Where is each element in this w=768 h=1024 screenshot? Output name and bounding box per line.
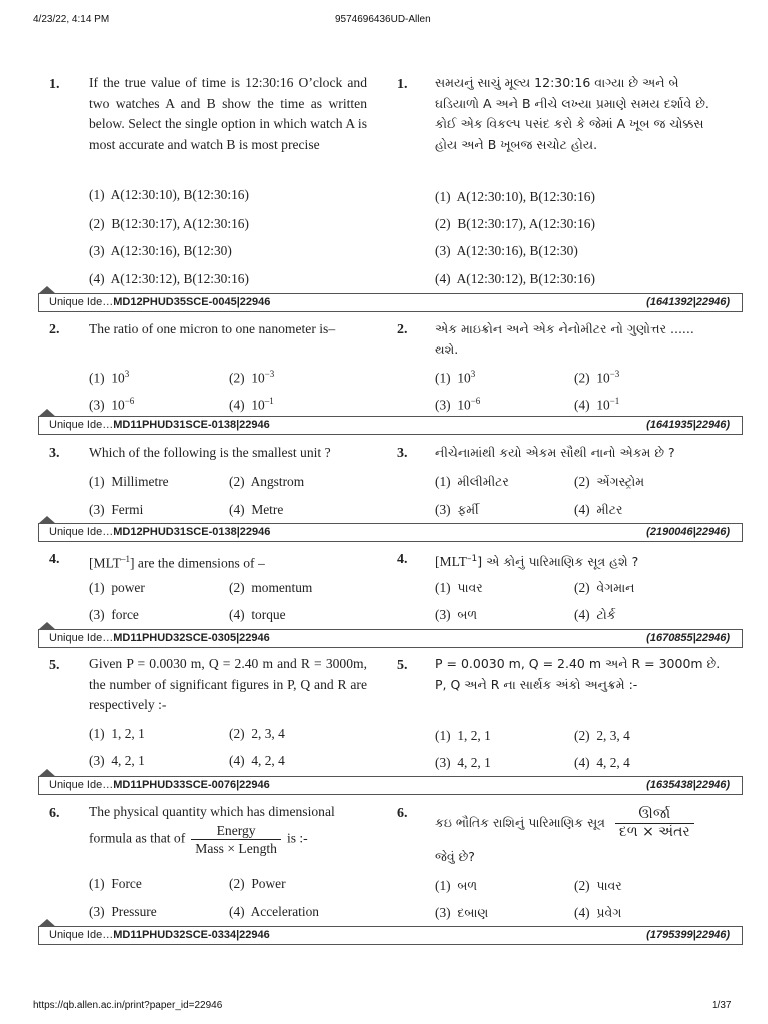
question-number: 4. [49, 552, 60, 567]
question-stem-gujarati: નીચેનામાંથી કયો એકમ સૌથી નાનો એકમ છે ? [435, 445, 675, 460]
option-1[interactable]: (1) Millimetre [89, 474, 169, 489]
print-datetime: 4/23/22, 4:14 PM [33, 14, 110, 25]
option-4[interactable]: (4) Acceleration [229, 904, 319, 919]
option-2[interactable]: (2) Power [229, 876, 286, 891]
option-2-gujarati[interactable]: (2) B(12:30:17), A(12:30:16) [435, 216, 595, 231]
option-3[interactable]: (3) 4, 2, 1 [89, 753, 145, 768]
option-2[interactable]: (2) 2, 3, 4 [229, 726, 285, 741]
question-stem-english-line2: formula as that of $\frac{\text{Energy}}{\text{Mass × Length}}$ is :- [89, 823, 308, 856]
option-3[interactable]: (3) $10^{-6}$ [89, 396, 135, 413]
option-1-gujarati[interactable]: (1) 1, 2, 1 [435, 728, 491, 743]
question-id-bar: Unique Ide…MD12PHUD35SCE-0045|22946 (1641392|22946) [38, 293, 743, 312]
option-3-gujarati[interactable]: (3) દબાણ [435, 905, 489, 920]
question-ref: (2190046|22946) [646, 526, 730, 538]
option-4-gujarati[interactable]: (4) A(12:30:12), B(12:30:16) [435, 271, 595, 286]
option-1-gujarati[interactable]: (1) પાવર [435, 580, 483, 595]
question-ref: (1795399|22946) [646, 929, 730, 941]
option-4[interactable]: (4) $10^{-1}$ [229, 396, 274, 413]
option-3-gujarati[interactable]: (3) 4, 2, 1 [435, 755, 491, 770]
question-number-gujarati: 1. [397, 77, 408, 92]
question-stem-gujarati: $[MLT^{-1}]$ એ કોનું પારિમાણિક સૂત્ર હશે ? [435, 554, 639, 570]
option-1-gujarati[interactable]: (1) મીલીમીટર [435, 474, 509, 489]
option-2[interactable]: (2) momentum [229, 580, 313, 595]
question-number: 5. [49, 658, 60, 673]
option-3-gujarati[interactable]: (3) A(12:30:16), B(12:30) [435, 243, 578, 258]
option-1[interactable]: (1) 1, 2, 1 [89, 726, 145, 741]
option-4[interactable]: (4) A(12:30:12), B(12:30:16) [89, 271, 249, 286]
fraction-energy-over-mass-distance: $\frac{\text{ઊર્જા}}{\text{દળ × અંતર}}$ [615, 806, 694, 841]
option-2-gujarati[interactable]: (2) $10^{-3}$ [574, 369, 620, 386]
option-3[interactable]: (3) A(12:30:16), B(12:30) [89, 243, 232, 258]
question-stem-gujarati: P = 0.0030 m, Q = 2.40 m અને R = 3000m છે. P, Q અને R ના સાર્થક અંકો અનુક્રમે :- [435, 656, 721, 692]
page-number: 1/37 [712, 1000, 732, 1011]
option-4-gujarati[interactable]: (4) 4, 2, 4 [574, 755, 630, 770]
option-1-gujarati[interactable]: (1) A(12:30:10), B(12:30:16) [435, 189, 595, 204]
question-stem-english: The ratio of one micron to one nanometer is– [89, 321, 336, 336]
question-stem-english: If the true value of time is 12:30:16 O’clock and two watches A and B show the time as written below. Select the single option in which watch A is most accurate and watch B is most precise [89, 75, 367, 152]
question-stem-gujarati: એક માઇક્રોન અને એક નેનોમીટર નો ગુણોત્તર ...... થશે. [435, 321, 694, 357]
question-number-gujarati: 5. [397, 658, 408, 673]
question-number: 2. [49, 322, 60, 337]
question-number-gujarati: 3. [397, 446, 408, 461]
question-ref: (1641392|22946) [646, 296, 730, 308]
option-4-gujarati[interactable]: (4) $10^{-1}$ [574, 396, 620, 413]
option-1[interactable]: (1) power [89, 580, 145, 595]
option-4-gujarati[interactable]: (4) મીટર [574, 502, 623, 517]
option-3-gujarati[interactable]: (3) $10^{-6}$ [435, 396, 481, 413]
option-1-gujarati[interactable]: (1) બળ [435, 878, 478, 893]
option-2-gujarati[interactable]: (2) 2, 3, 4 [574, 728, 630, 743]
question-id-bar: Unique Ide…MD11PHUD31SCE-0138|22946 (1641935|22946) [38, 416, 743, 435]
option-2[interactable]: (2) $10^{-3}$ [229, 369, 275, 386]
option-3[interactable]: (3) Fermi [89, 502, 144, 517]
question-stem-english: Which of the following is the smallest unit ? [89, 445, 331, 460]
option-4[interactable]: (4) 4, 2, 4 [229, 753, 285, 768]
fraction-energy-over-mass-length: $\frac{\text{Energy}}{\text{Mass × Length}}$ [191, 822, 281, 857]
question-number-gujarati: 4. [397, 552, 408, 567]
question-stem-english: $[MLT^{-1}]$ are the dimensions of – [89, 554, 265, 571]
option-2-gujarati[interactable]: (2) એંગસ્ટ્રોમ [574, 474, 645, 489]
option-2[interactable]: (2) Angstrom [229, 474, 305, 489]
question-stem-english-line1: The physical quantity which has dimensional [89, 804, 335, 819]
question-number-gujarati: 6. [397, 806, 408, 821]
question-number: 3. [49, 446, 60, 461]
option-4[interactable]: (4) torque [229, 607, 286, 622]
option-4[interactable]: (4) Metre [229, 502, 284, 517]
option-4-gujarati[interactable]: (4) ટોર્ક [574, 607, 616, 622]
question-stem-gujarati: કઇ ભૌતિક રાશિનું પારિમાણિક સૂત્ર $\frac{\text{ઊર્જા}}{\text{દળ × અંતર}}$ [435, 806, 735, 841]
page-url[interactable]: https://qb.allen.ac.in/print?paper_id=22946 [33, 1000, 223, 1011]
question-number-gujarati: 2. [397, 322, 408, 337]
question-ref: (1635438|22946) [646, 779, 730, 791]
option-2-gujarati[interactable]: (2) પાવર [574, 878, 622, 893]
question-id-bar: Unique Ide…MD11PHUD32SCE-0334|22946 (1795399|22946) [38, 926, 743, 945]
question-stem-english: Given P = 0.0030 m, Q = 2.40 m and R = 3000m, the number of significant figures in P, Q and R are respectively :- [89, 656, 367, 713]
option-1-gujarati[interactable]: (1) $10^3$ [435, 369, 476, 386]
question-number: 1. [49, 77, 60, 92]
option-2[interactable]: (2) B(12:30:17), A(12:30:16) [89, 216, 249, 231]
question-ref: (1641935|22946) [646, 419, 730, 431]
question-id-bar: Unique Ide…MD11PHUD33SCE-0076|22946 (1635438|22946) [38, 776, 743, 795]
option-2-gujarati[interactable]: (2) વેગમાન [574, 580, 635, 595]
question-ref: (1670855|22946) [646, 632, 730, 644]
option-1[interactable]: (1) $10^3$ [89, 369, 130, 386]
option-3-gujarati[interactable]: (3) બળ [435, 607, 478, 622]
question-id-bar: Unique Ide…MD11PHUD32SCE-0305|22946 (1670855|22946) [38, 629, 743, 648]
question-number: 6. [49, 806, 60, 821]
document-title: 9574696436UD-Allen [335, 14, 431, 25]
option-3[interactable]: (3) Pressure [89, 904, 157, 919]
question-id-bar: Unique Ide…MD12PHUD31SCE-0138|22946 (2190046|22946) [38, 523, 743, 542]
option-4-gujarati[interactable]: (4) પ્રવેગ [574, 905, 622, 920]
question-stem-gujarati: સમયનું સાચું મૂલ્ય 12:30:16 વાગ્યા છે અને બે ઘડિયાળો A અને B નીચે લખ્યા પ્રમાણે સમય દર્શાવે છે. કોઈ એક વિકલ્પ પસંદ કરો કે જેમાં A ખૂબ જ ચોક્કસ હોય અને B ખૂબજ સચોટ હોય. [435, 75, 709, 152]
option-1[interactable]: (1) A(12:30:10), B(12:30:16) [89, 187, 249, 202]
option-1[interactable]: (1) Force [89, 876, 142, 891]
option-3[interactable]: (3) force [89, 607, 139, 622]
question-stem-gujarati-tail: જેવું છે? [435, 849, 475, 864]
option-3-gujarati[interactable]: (3) ફર્મી [435, 502, 479, 517]
